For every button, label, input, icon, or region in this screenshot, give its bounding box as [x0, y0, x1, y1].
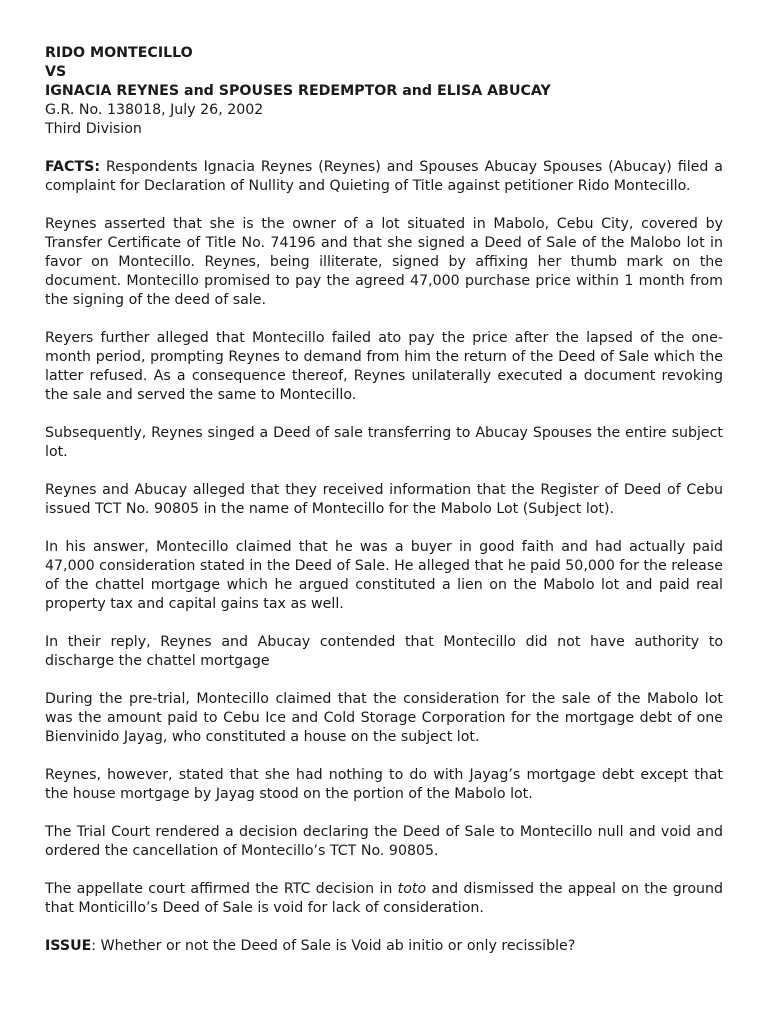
- paragraph-tct-issued: Reynes and Abucay alleged that they received information that the Register of Deed of Cebu issued TCT No. 90805 in the name of Montecillo for the Mabolo Lot (Subject lot).: [45, 482, 723, 517]
- paragraph-pretrial: During the pre-trial, Montecillo claimed that the consideration for the sale of the Mabolo lot was the amount paid to Cebu Ice and Cold Storage Corporation for the mortgage debt of one Bienvinido Jayag, who constituted a house on the subject lot.: [45, 691, 723, 745]
- paragraph-ownership: Reynes asserted that she is the owner of a lot situated in Mabolo, Cebu City, covered by Transfer Certificate of Title No. 74196 and that she signed a Deed of Sale of the Malobo lot in favor on Montecillo. Reynes, being illiterate, signed by affixing her thumb mark on the document. Montecillo promised to pay the agreed 47,000 purchase price within 1 month from the signing of the deed of sale.: [45, 216, 723, 308]
- facts-paragraph: [45, 158, 723, 196]
- issue-label: ISSUE: [45, 938, 92, 954]
- respondents-names: IGNACIA REYNES and SPOUSES REDEMPTOR and ELISA ABUCAY: [45, 83, 551, 99]
- paragraph-second-sale: Subsequently, Reynes singed a Deed of sale transferring to Abucay Spouses the entire subject lot.: [45, 425, 723, 460]
- paragraph-reply: In their reply, Reynes and Abucay contended that Montecillo did not have authority to discharge the chattel mortgage: [45, 634, 723, 669]
- facts-label: FACTS:: [45, 159, 101, 175]
- paragraph-trial-court: The Trial Court rendered a decision declaring the Deed of Sale to Montecillo null and void and ordered the cancellation of Montecillo’s TCT No. 90805.: [45, 824, 723, 859]
- paragraph-appellate: [45, 880, 723, 918]
- paragraph-nonpayment: Reyers further alleged that Montecillo failed ato pay the price after the lapsed of the one-month period, prompting Reynes to demand from him the return of the Deed of Sale which the latter refused. As a consequence thereof, Reynes unilaterally executed a document revoking the sale and served the same to Montecillo.: [45, 330, 723, 403]
- appellate-text-before: The appellate court affirmed the RTC decision in: [45, 881, 398, 897]
- facts-text: Respondents Ignacia Reynes (Reynes) and Spouses Abucay Spouses (Abucay) filed a complaint for Declaration of Nullity and Quieting of Title against petitioner Rido Montecillo.: [45, 159, 723, 194]
- paragraph-answer: In his answer, Montecillo claimed that he was a buyer in good faith and had actually paid 47,000 consideration stated in the Deed of Sale. He alleged that he paid 50,000 for the release of the chattel mortgage which he argued constituted a lien on the Mabolo lot and paid real property tax and capital gains tax as well.: [45, 539, 723, 612]
- appellate-italic: toto: [397, 881, 427, 897]
- division: Third Division: [45, 121, 142, 137]
- versus-label: VS: [45, 64, 67, 80]
- issue-paragraph: [45, 937, 723, 956]
- document-page: [45, 44, 723, 956]
- appellate-text-after: and dismissed the appeal on the ground that Monticillo’s Deed of Sale is void for lack of consideration.: [45, 881, 723, 916]
- petitioner-name: RIDO MONTECILLO: [45, 45, 193, 61]
- issue-text: : Whether or not the Deed of Sale is Void ab initio or only recissible?: [91, 938, 576, 954]
- paragraph-jayag-debt: Reynes, however, stated that she had nothing to do with Jayag’s mortgage debt except that the house mortgage by Jayag stood on the portion of the Mabolo lot.: [45, 767, 723, 802]
- gr-number: G.R. No. 138018, July 26, 2002: [45, 102, 264, 118]
